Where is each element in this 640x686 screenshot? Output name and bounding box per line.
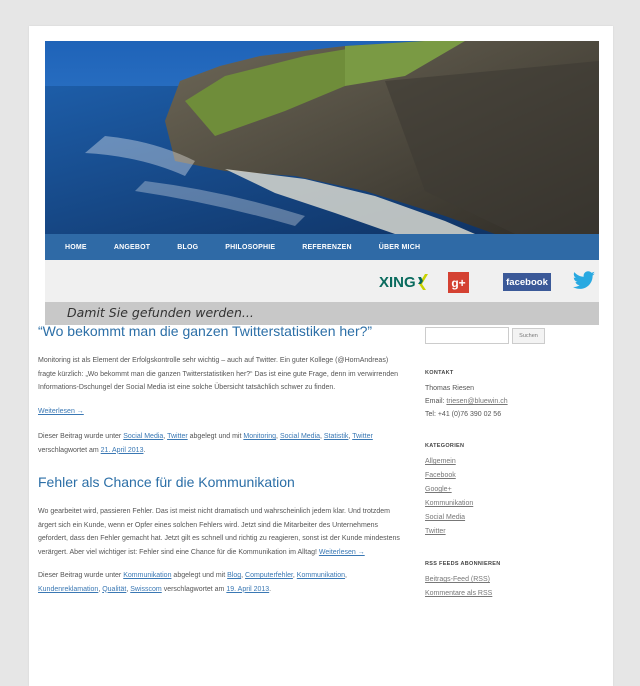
category-item[interactable]: Kommunikation xyxy=(425,500,474,507)
header-image xyxy=(45,41,599,234)
read-more-link[interactable]: Weiterlesen → xyxy=(38,407,84,415)
email-link[interactable]: triesen@bluewin.ch xyxy=(446,398,508,405)
nav-referenzen[interactable]: REFERENZEN xyxy=(302,243,352,251)
tag-link[interactable]: Statistik xyxy=(323,433,349,440)
post-meta: Dieser Beitrag wurde unter Kommunikation abgelegt und mit Blog, Computerfehler, Kommunikation, Kundenreklamation, Qualität, Swisscom verschlagwortet am 19. April 2013. xyxy=(38,572,347,593)
nav-blog[interactable]: BLOG xyxy=(177,243,199,251)
nav-angebot[interactable]: ANGEBOT xyxy=(113,243,151,251)
tag-link[interactable]: Monitoring xyxy=(243,433,277,440)
tag-link[interactable]: Computerfehler xyxy=(245,572,293,579)
search-input[interactable] xyxy=(425,327,509,344)
main-nav xyxy=(45,234,599,260)
contact-widget xyxy=(425,370,565,421)
post-excerpt: Wo gearbeitet wird, passieren Fehler. Das ist meist nicht dramatisch und wahrscheinlich jedem klar. Und trotzdem ärgert sich ein Kunde, wenn er Opfer eines solchen Fehlers wird. Jetzt sind die Mitarbeiter des Unternehmens gefordert, dass den Fehler gemacht hat. Jetzt gilt es schnell und richtig zu reagieren, sonst ist der Kunde mindestens verärgert. Aber viel wichtiger ist: Fehler sind eine Chance für die Kommunikation im Alltag! Weiterlesen → xyxy=(38,508,400,556)
category-item[interactable]: Social Media xyxy=(425,514,466,521)
category-item[interactable]: Allgemein xyxy=(425,458,456,465)
main-content xyxy=(38,322,400,612)
category-item[interactable]: Google+ xyxy=(425,486,452,493)
post-excerpt: Monitoring ist als Element der Erfolgskontrolle sehr wichtig – auch auf Twitter. Ein guter Kollege (@HornAndreas) fragte kürzlich: „Wo bekommt man die ganzen Twitterstatistiken her?“ Das ist eine gute Frage, denn im verwirrenden Informations-Dschungel der Social Media ist eine solche Übersicht tatsächlich schwer zu finden. xyxy=(38,357,399,391)
tag-link[interactable]: Swisscom xyxy=(130,585,162,593)
social-bar xyxy=(45,260,599,302)
rss-heading: RSS FEEDS ABONNIEREN xyxy=(425,561,501,567)
category-link[interactable]: Twitter xyxy=(167,433,188,440)
tag-link[interactable]: Kundenreklamation xyxy=(38,585,99,593)
category-item[interactable]: Facebook xyxy=(425,472,456,479)
read-more-link[interactable]: Weiterlesen → xyxy=(318,548,365,556)
post-meta: Dieser Beitrag wurde unter Social Media, Twitter abgelegt und mit Monitoring, Social Media, Statistik, Twitter verschlagwortet am 21. April 2013. xyxy=(38,433,373,454)
facebook-icon[interactable]: facebook xyxy=(503,273,551,291)
search-button[interactable]: Suchen xyxy=(512,328,545,344)
tag-link[interactable]: Blog xyxy=(227,572,242,579)
category-item[interactable]: Twitter xyxy=(425,528,446,535)
category-link[interactable]: Kommunikation xyxy=(123,572,172,579)
xing-icon[interactable]: XING xyxy=(379,271,429,293)
nav-home[interactable]: HOME xyxy=(65,243,87,251)
rss-item[interactable]: Beitrags-Feed (RSS) xyxy=(425,576,490,583)
google-plus-icon[interactable]: g+ xyxy=(448,272,469,293)
post-title[interactable]: Fehler als Chance für die Kommunikation xyxy=(38,474,295,490)
categories-heading: KATEGORIEN xyxy=(425,443,465,449)
contact-phone: Tel: +41 (0)76 390 02 56 xyxy=(425,411,502,418)
post-2 xyxy=(38,473,400,596)
contact-email: Email: triesen@bluewin.ch xyxy=(425,398,508,405)
post-title[interactable]: “Wo bekommt man die ganzen Twitterstatistiken her?” xyxy=(38,323,373,339)
tag-link[interactable]: Kommunikation xyxy=(296,572,346,579)
category-link[interactable]: Social Media xyxy=(123,433,164,440)
categories-widget xyxy=(425,443,565,539)
tagline: Damit Sie gefunden werden... xyxy=(67,305,254,320)
post-date-link[interactable]: 21. April 2013 xyxy=(100,446,144,454)
nav-ueber-mich[interactable]: ÜBER MICH xyxy=(378,243,421,251)
tag-link[interactable]: Social Media xyxy=(279,433,321,440)
contact-heading: KONTAKT xyxy=(425,370,454,376)
search-widget xyxy=(425,327,565,344)
tag-link[interactable]: Twitter xyxy=(352,433,373,440)
rss-widget xyxy=(425,561,565,601)
twitter-icon[interactable] xyxy=(572,271,596,296)
contact-name: Thomas Riesen xyxy=(425,385,475,392)
post-1 xyxy=(38,322,400,457)
rss-item[interactable]: Kommentare als RSS xyxy=(425,590,493,597)
nav-philosophie[interactable]: PHILOSOPHIE xyxy=(225,243,276,251)
tag-link[interactable]: Qualität xyxy=(102,585,127,593)
sidebar xyxy=(425,327,565,623)
post-date-link[interactable]: 19. April 2013 xyxy=(226,585,270,593)
